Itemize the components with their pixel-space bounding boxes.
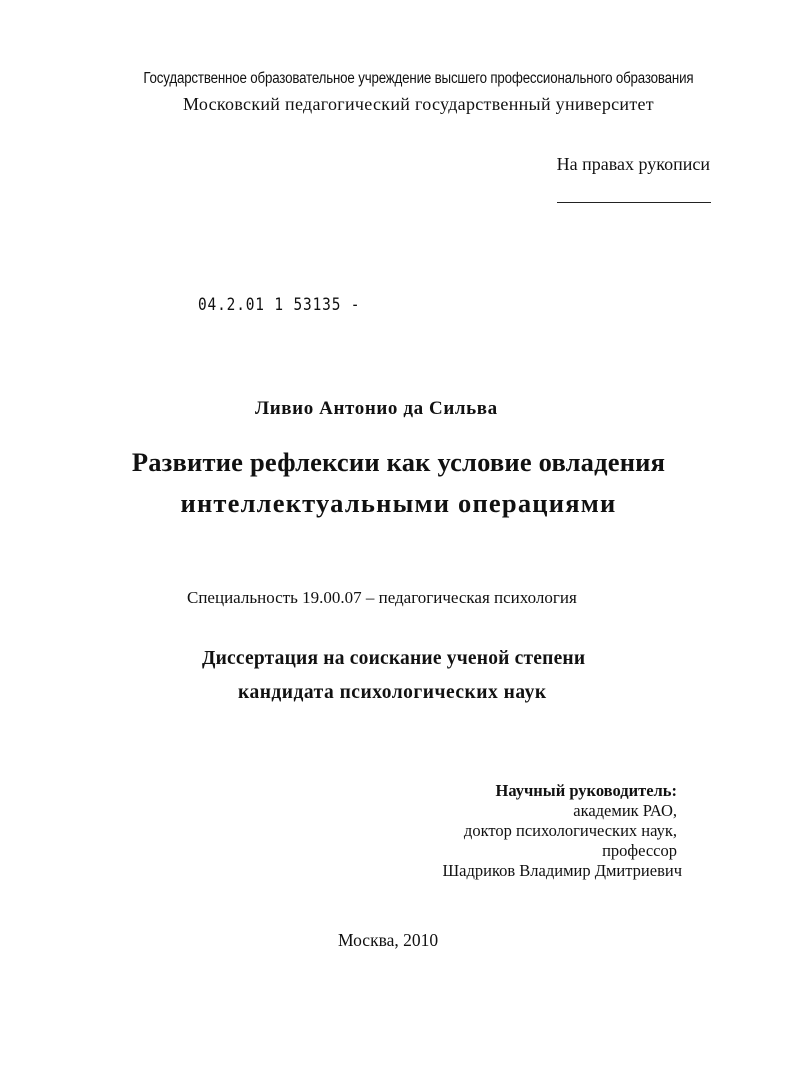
supervisor-title-3: профессор: [602, 841, 677, 860]
city-year: Москва, 2010: [338, 930, 439, 950]
institution-name: Государственное образовательное учреждение высшего профессионального образования: [143, 70, 694, 87]
degree-line-1: Диссертация на соискание ученой степени: [202, 648, 586, 669]
supervisor-block: [442, 781, 682, 881]
thesis-title-line-1: Развитие рефлексии как условие овладения: [131, 447, 666, 477]
supervisor-title-2: доктор психологических наук,: [463, 821, 677, 840]
signature-line: [557, 202, 711, 203]
registration-stamp: 04.2.01 1 53135 -: [198, 295, 361, 315]
supervisor-name: Шадриков Владимир Дмитриевич: [442, 861, 682, 880]
specialty: Специальность 19.00.07 – педагогическая психология: [187, 588, 577, 607]
thesis-title-line-2: интеллектуальными операциями: [180, 488, 617, 518]
manuscript-note: На правах рукописи: [556, 154, 710, 174]
supervisor-title-1: академик РАО,: [573, 801, 677, 820]
supervisor-label: Научный руководитель:: [495, 781, 677, 800]
author-name: Ливио Антонио да Сильва: [255, 398, 498, 419]
degree-line-2: кандидата психологических наук: [238, 682, 547, 703]
university-name: Московский педагогический государственный университет: [183, 94, 654, 114]
